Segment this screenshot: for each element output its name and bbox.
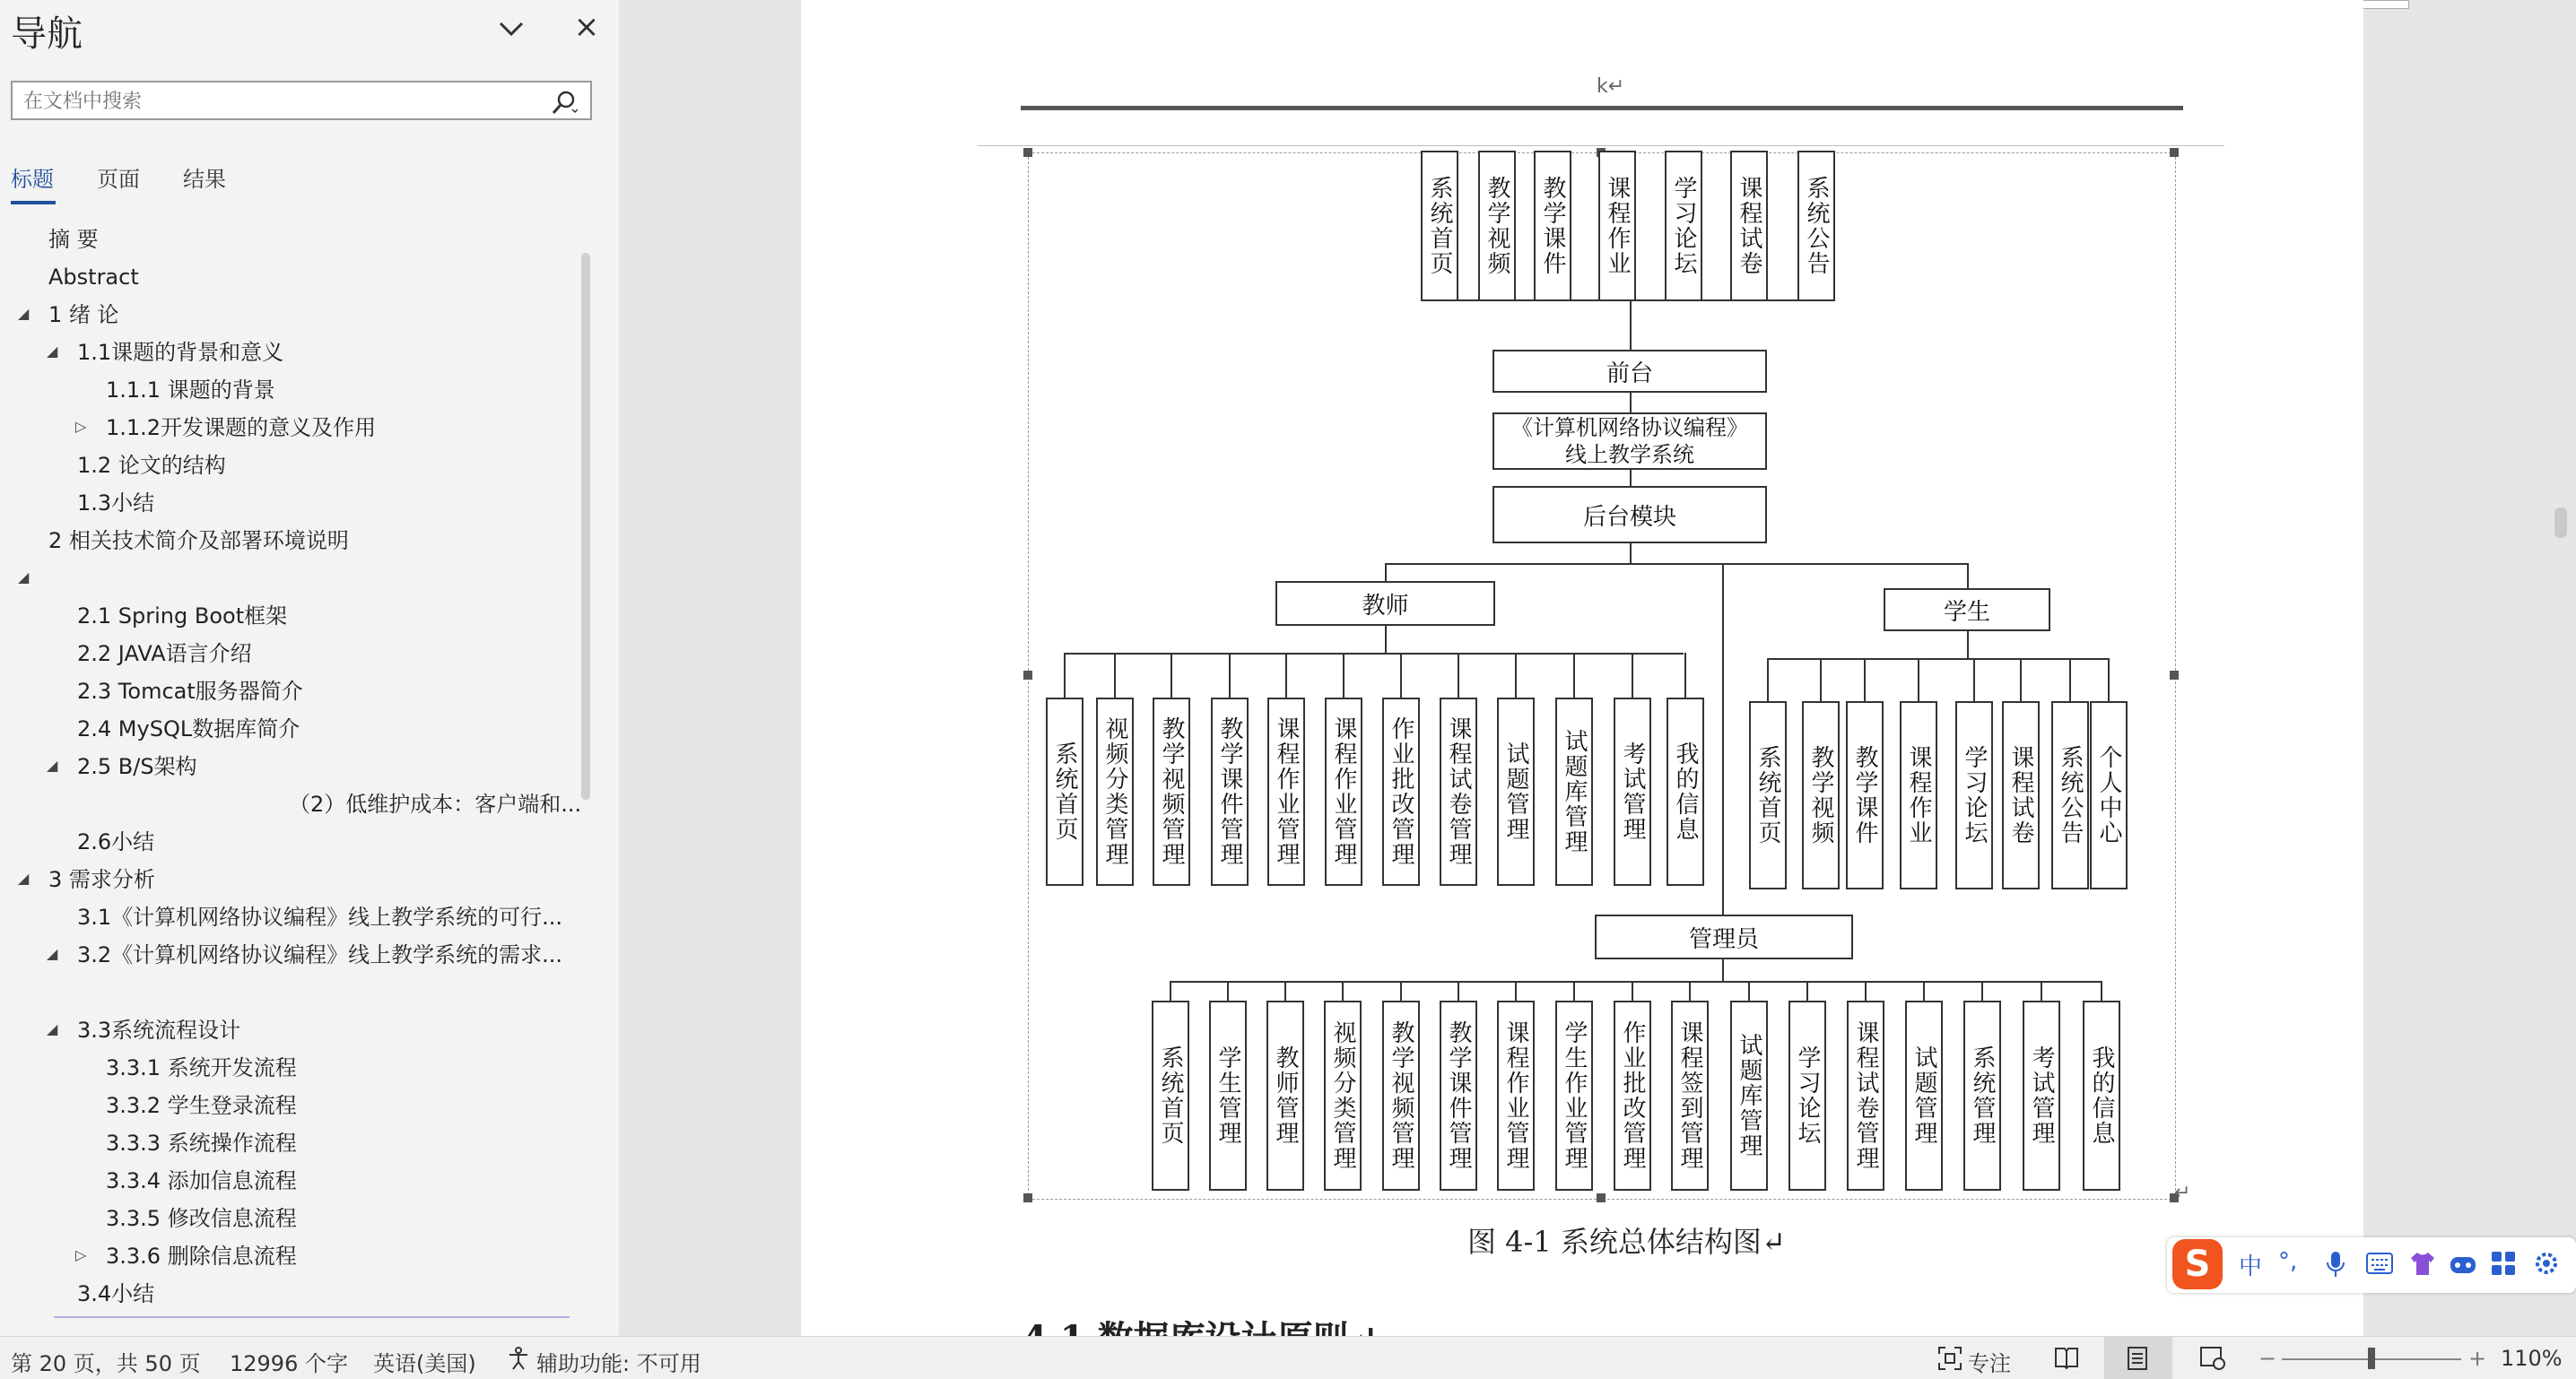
connector-line	[1229, 653, 1231, 698]
connector-line	[1748, 981, 1750, 1001]
front-module-box: 课程作业	[1598, 151, 1636, 301]
admin-module-box: 教学课件管理	[1440, 1001, 1477, 1191]
toolbox-grid-icon[interactable]	[2490, 1250, 2517, 1277]
teacher-node: 教师	[1275, 581, 1495, 626]
nav-scrollbar[interactable]	[581, 253, 590, 800]
figure-caption: 图 4-1 系统总体结构图↵	[1467, 1225, 1786, 1259]
accessibility-status[interactable]: 辅助功能: 不可用	[536, 1351, 701, 1376]
zoom-out-button[interactable]: −	[2258, 1346, 2277, 1371]
nav-heading-item[interactable]: 2 相关技术简介及部署环境说明	[48, 528, 349, 553]
connector-line	[1573, 653, 1575, 698]
nav-heading-item[interactable]: 3.3.2 学生登录流程	[106, 1093, 297, 1118]
student-module-box: 系统公告	[2051, 701, 2089, 889]
student-module-box: 课程试卷	[2002, 701, 2040, 889]
connector-line	[1385, 563, 1387, 581]
admin-module-box: 教师管理	[1266, 1001, 1304, 1191]
nav-heading-item[interactable]: 1.3小结	[77, 490, 155, 516]
connector-line	[1689, 981, 1691, 1001]
nav-heading-item[interactable]: 3.3.3 系统操作流程	[106, 1131, 297, 1156]
nav-heading-item[interactable]: 2.1 Spring Boot框架	[77, 603, 288, 629]
connector-line	[1632, 653, 1633, 698]
connector-line	[1285, 653, 1287, 698]
ime-punctuation[interactable]: °,	[2278, 1248, 2298, 1275]
connector-line	[1114, 653, 1116, 698]
teacher-module-box: 作业批改管理	[1382, 698, 1420, 886]
student-module-box: 教学视频	[1802, 701, 1840, 889]
nav-heading-item[interactable]: 3.3.4 添加信息流程	[106, 1168, 297, 1193]
teacher-module-box: 课程试卷管理	[1440, 698, 1477, 886]
connector-line	[1064, 653, 1684, 655]
skin-shirt-icon[interactable]	[2409, 1250, 2436, 1277]
settings-gear-icon[interactable]	[2533, 1250, 2560, 1277]
connector-line	[1284, 981, 1286, 1001]
ime-toolbar[interactable]	[2167, 1237, 2576, 1293]
caret-expanded-icon[interactable]: ◢	[18, 870, 30, 887]
status-bar	[0, 1336, 2576, 1379]
connector-line	[1967, 563, 1969, 588]
connector-line	[1458, 653, 1459, 698]
nav-heading-item[interactable]: 1.1课题的背景和意义	[77, 340, 284, 365]
keyboard-icon[interactable]	[2366, 1252, 2393, 1275]
front-module-box: 学习论坛	[1665, 151, 1702, 301]
resize-handle[interactable]	[1597, 1193, 1606, 1202]
nav-heading-item[interactable]: 2.5 B/S架构	[77, 754, 197, 779]
nav-heading-item[interactable]: 2.6小结	[77, 829, 155, 854]
student-module-box: 课程作业	[1900, 701, 1937, 889]
nav-heading-item[interactable]: 3.3.6 删除信息流程	[106, 1244, 297, 1269]
student-module-box: 系统首页	[1749, 701, 1787, 889]
connector-line	[2101, 981, 2102, 1001]
admin-module-box: 考试管理	[2023, 1001, 2060, 1191]
header-guide	[978, 145, 2224, 146]
student-module-box: 教学课件	[1846, 701, 1884, 889]
search-input[interactable]	[22, 88, 527, 115]
admin-module-box: 学生管理	[1209, 1001, 1247, 1191]
admin-module-box: 课程试卷管理	[1847, 1001, 1884, 1191]
web-layout-icon[interactable]	[2199, 1346, 2226, 1371]
front-node: 前台	[1493, 350, 1767, 393]
zoom-in-button[interactable]: +	[2468, 1346, 2487, 1371]
teacher-module-box: 我的信息	[1667, 698, 1704, 886]
connector-line	[1767, 658, 2110, 660]
connector-line	[1865, 981, 1867, 1001]
resize-handle[interactable]	[1023, 671, 1032, 680]
nav-heading-item[interactable]: 1.1.1 课题的背景	[106, 377, 275, 403]
focus-mode-icon[interactable]	[1937, 1346, 1962, 1371]
connector-line	[1171, 981, 2102, 983]
connector-line	[1064, 653, 1066, 698]
student-node: 学生	[1884, 588, 2050, 631]
connector-line	[1630, 299, 1632, 350]
connector-line	[1515, 981, 1517, 1001]
connector-line	[1630, 543, 1632, 563]
connector-line	[1170, 981, 1171, 1001]
page-count[interactable]: 第 20 页，共 50 页	[11, 1351, 201, 1376]
connector-line	[1820, 658, 1822, 701]
connector-line	[1973, 658, 1975, 701]
nav-heading-item[interactable]: Abstract	[48, 265, 139, 290]
nav-heading-item[interactable]: 3.3.5 修改信息流程	[106, 1206, 297, 1231]
connector-line	[1632, 981, 1633, 1001]
nav-heading-item[interactable]: 3.3.1 系统开发流程	[106, 1055, 297, 1080]
nav-heading-item[interactable]: 3.1《计算机网络协议编程》线上教学系统的可行...	[77, 905, 563, 930]
admin-node: 管理员	[1595, 915, 1853, 959]
resize-handle[interactable]	[2170, 148, 2179, 157]
tab-results[interactable]: 结果	[183, 167, 226, 192]
navigation-pane	[0, 0, 619, 1336]
connector-line	[1981, 981, 1983, 1001]
connector-line	[1171, 653, 1172, 698]
header-rule	[1021, 106, 2183, 110]
connector-line	[1400, 981, 1402, 1001]
nav-heading-item[interactable]: 2.3 Tomcat服务器简介	[77, 679, 303, 704]
nav-heading-item[interactable]: 1.2 论文的结构	[77, 453, 226, 478]
caret-collapsed-icon[interactable]: ▷	[75, 1246, 87, 1263]
zoom-level[interactable]: 110%	[2501, 1346, 2563, 1371]
nav-heading-item[interactable]: 3.2《计算机网络协议编程》线上教学系统的需求...	[77, 942, 563, 967]
connector-line	[1515, 653, 1517, 698]
connector-line	[1385, 626, 1387, 653]
backend-node: 后台模块	[1493, 486, 1767, 543]
ime-chinese-mode[interactable]: 中	[2239, 1253, 2263, 1280]
connector-line	[2020, 658, 2022, 701]
system-node	[1493, 412, 1767, 470]
nav-title: 导航	[11, 13, 83, 55]
teacher-module-box: 系统首页	[1046, 698, 1083, 886]
connector-line	[1864, 658, 1866, 701]
connector-line	[2069, 658, 2071, 701]
admin-module-box: 课程签到管理	[1671, 1001, 1709, 1191]
header-paragraph-mark: k↵	[1597, 75, 1625, 98]
admin-module-box: 学生作业管理	[1555, 1001, 1593, 1191]
connector-line	[2041, 981, 2042, 1001]
connector-line	[1722, 959, 1724, 981]
nav-heading-item[interactable]: 3 需求分析	[48, 867, 155, 892]
connector-line	[1573, 981, 1575, 1001]
caret-expanded-icon[interactable]: ◢	[47, 343, 58, 360]
admin-module-box: 课程作业管理	[1497, 1001, 1535, 1191]
teacher-module-box: 视频分类管理	[1096, 698, 1134, 886]
connector-line	[1227, 981, 1229, 1001]
tab-pages[interactable]: 页面	[97, 167, 140, 192]
connector-line	[1923, 981, 1925, 1001]
accessibility-icon[interactable]	[506, 1346, 531, 1371]
caret-expanded-icon[interactable]: ◢	[47, 1020, 58, 1037]
front-module-box: 系统公告	[1797, 151, 1835, 301]
connector-line	[1967, 631, 1969, 658]
gamepad-icon[interactable]	[2449, 1250, 2477, 1277]
document-scrollbar[interactable]	[2554, 507, 2567, 538]
admin-module-box: 视频分类管理	[1324, 1001, 1362, 1191]
teacher-module-box: 试题库管理	[1555, 698, 1593, 886]
sogou-logo-icon[interactable]: S	[2172, 1239, 2223, 1289]
caret-collapsed-icon[interactable]: ▷	[75, 418, 87, 435]
nav-bottom-divider	[54, 1316, 570, 1318]
focus-mode-label[interactable]: 专注	[1968, 1351, 2011, 1376]
print-layout-icon[interactable]	[2126, 1346, 2149, 1371]
teacher-module-box: 教学视频管理	[1153, 698, 1190, 886]
resize-handle[interactable]	[2170, 671, 2179, 680]
read-mode-icon[interactable]	[2054, 1346, 2079, 1369]
nav-heading-item[interactable]: 1.1.2开发课题的意义及作用	[106, 415, 377, 440]
front-module-box: 教学课件	[1534, 151, 1571, 301]
language-indicator[interactable]: 英语(美国)	[373, 1351, 476, 1376]
student-module-box: 学习论坛	[1955, 701, 1993, 889]
admin-module-box: 试题管理	[1905, 1001, 1943, 1191]
front-module-box: 系统首页	[1421, 151, 1458, 301]
nav-heading-item[interactable]: 摘 要	[48, 227, 99, 252]
connector-line	[1767, 658, 1769, 701]
admin-module-box: 试题库管理	[1730, 1001, 1768, 1191]
admin-module-box: 系统管理	[1963, 1001, 2001, 1191]
connector-line	[1806, 981, 1808, 1001]
admin-module-box: 作业批改管理	[1614, 1001, 1651, 1191]
close-icon[interactable]: ×	[573, 9, 600, 45]
caret-expanded-icon[interactable]: ◢	[18, 305, 30, 322]
microphone-icon[interactable]	[2325, 1250, 2346, 1279]
tab-active-underline	[11, 201, 56, 204]
system-name-line2: 线上教学系统	[1565, 442, 1694, 467]
search-icon[interactable]	[551, 90, 578, 117]
admin-module-box: 我的信息	[2083, 1001, 2120, 1191]
connector-line	[1684, 653, 1686, 698]
word-count[interactable]: 12996 个字	[230, 1351, 348, 1376]
nav-search-box[interactable]	[11, 81, 592, 120]
connector-line	[1400, 653, 1402, 698]
nav-heading-item[interactable]: 2.2 JAVA语言介绍	[77, 641, 252, 666]
chevron-down-icon[interactable]	[495, 13, 527, 45]
connector-line	[1918, 658, 1919, 701]
diagram-paragraph-mark: ↵	[2174, 1182, 2191, 1204]
admin-module-box: 教学视频管理	[1382, 1001, 1420, 1191]
admin-module-box: 系统首页	[1152, 1001, 1189, 1191]
connector-line	[1440, 299, 1817, 301]
connector-line	[1630, 393, 1632, 412]
zoom-slider-thumb[interactable]	[2368, 1348, 2375, 1369]
nav-heading-item[interactable]: （2）低维护成本：客户端和...	[289, 792, 582, 817]
front-module-box: 课程试卷	[1730, 151, 1768, 301]
resize-handle[interactable]	[1023, 1193, 1032, 1202]
teacher-module-box: 课程作业管理	[1267, 698, 1305, 886]
nav-heading-item[interactable]: 3.4小结	[77, 1281, 155, 1306]
student-module-box: 个人中心	[2090, 701, 2128, 889]
diagram-frame[interactable]	[1028, 152, 2176, 1200]
teacher-module-box: 试题管理	[1497, 698, 1535, 886]
tab-headings[interactable]: 标题	[11, 167, 54, 192]
connector-line	[1458, 981, 1459, 1001]
caret-expanded-icon[interactable]: ◢	[47, 757, 58, 774]
system-name-line1: 《计算机网络协议编程》	[1511, 415, 1748, 440]
connector-line	[2108, 658, 2110, 701]
nav-heading-item[interactable]: 2.4 MySQL数据库简介	[77, 716, 300, 742]
resize-handle[interactable]	[1023, 148, 1032, 157]
caret-expanded-icon[interactable]: ◢	[18, 568, 30, 585]
caret-expanded-icon[interactable]: ◢	[47, 945, 58, 962]
admin-module-box: 学习论坛	[1788, 1001, 1826, 1191]
connector-line	[1722, 563, 1724, 915]
connector-line	[1385, 563, 1969, 565]
teacher-module-box: 教学课件管理	[1211, 698, 1249, 886]
connector-line	[1630, 470, 1632, 486]
teacher-module-box: 考试管理	[1614, 698, 1651, 886]
connector-line	[1342, 981, 1344, 1001]
front-module-box: 教学视频	[1478, 151, 1516, 301]
nav-heading-item[interactable]: 1 绪 论	[48, 302, 119, 327]
nav-heading-item[interactable]: 3.3系统流程设计	[77, 1018, 241, 1043]
teacher-module-box: 课程作业管理	[1325, 698, 1362, 886]
connector-line	[1343, 653, 1345, 698]
